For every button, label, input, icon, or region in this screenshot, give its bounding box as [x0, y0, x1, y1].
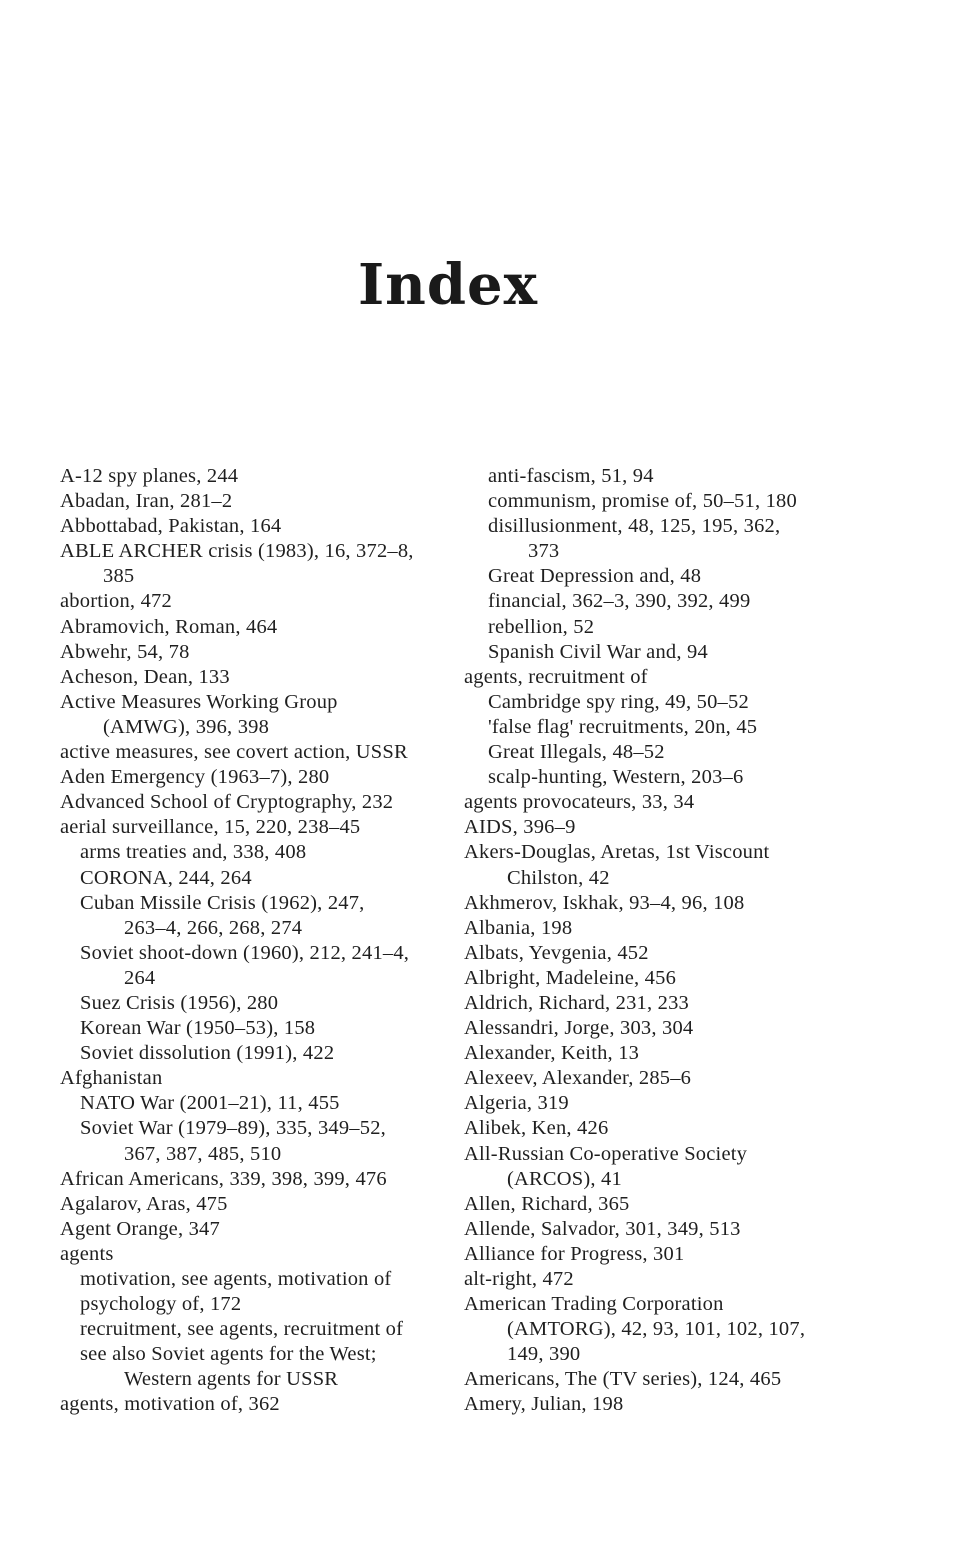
index-entry: Akers-Douglas, Aretas, 1st Viscount [464, 841, 770, 864]
index-entry: Albats, Yevgenia, 452 [464, 941, 649, 964]
index-entry-continuation: 149, 390 [507, 1343, 581, 1366]
index-entry-continuation: (ARCOS), 41 [507, 1167, 622, 1190]
index-subentry: psychology of, 172 [80, 1293, 242, 1316]
index-entry: All-Russian Co-operative Society [464, 1142, 748, 1165]
index-entry: Agalarov, Aras, 475 [60, 1192, 228, 1215]
index-entry: Americans, The (TV series), 124, 465 [464, 1368, 782, 1391]
index-entry: Alexander, Keith, 13 [464, 1042, 640, 1065]
index-entry: agents provocateurs, 33, 34 [464, 791, 695, 814]
index-subentry: arms treaties and, 338, 408 [80, 841, 307, 864]
index-entry: Alliance for Progress, 301 [464, 1242, 685, 1265]
index-entry: Active Measures Working Group [60, 690, 338, 713]
index-entry: Abwehr, 54, 78 [60, 640, 190, 663]
index-subentry: Cambridge spy ring, 49, 50–52 [488, 690, 749, 713]
index-entry: Albright, Madeleine, 456 [464, 966, 677, 989]
index-entry: abortion, 472 [60, 590, 172, 613]
index-subentry: anti-fascism, 51, 94 [488, 465, 654, 487]
index-subentry: NATO War (2001–21), 11, 455 [80, 1092, 340, 1115]
index-subentry: communism, promise of, 50–51, 180 [488, 490, 797, 513]
index-entry: Aden Emergency (1963–7), 280 [60, 766, 330, 789]
index-entry-continuation: 373 [528, 540, 560, 563]
index-subentry: Soviet dissolution (1991), 422 [80, 1042, 335, 1065]
index-entry-continuation: 367, 387, 485, 510 [124, 1142, 282, 1165]
index-entry: Abadan, Iran, 281–2 [60, 490, 233, 513]
index-column-left [60, 464, 465, 1418]
index-entry: Acheson, Dean, 133 [60, 665, 230, 688]
index-entry: Aldrich, Richard, 231, 233 [464, 991, 689, 1014]
index-entry: Alessandri, Jorge, 303, 304 [464, 1017, 694, 1040]
index-subentry: financial, 362–3, 390, 392, 499 [488, 590, 751, 613]
index-entry: aerial surveillance, 15, 220, 238–45 [60, 816, 361, 839]
index-entry-continuation: (AMWG), 396, 398 [103, 715, 270, 738]
index-entry-continuation: 263–4, 266, 268, 274 [124, 916, 303, 939]
index-entry-continuation: 264 [124, 966, 156, 989]
index-subentry: disillusionment, 48, 125, 195, 362, [488, 515, 781, 538]
index-entry-continuation: Chilston, 42 [507, 866, 610, 889]
index-entry: Amery, Julian, 198 [464, 1393, 624, 1416]
index-entry-continuation: Western agents for USSR [124, 1368, 339, 1391]
index-entry: Alexeev, Alexander, 285–6 [464, 1067, 692, 1090]
index-entry-continuation: (AMTORG), 42, 93, 101, 102, 107, [507, 1318, 806, 1341]
page-title: Index [357, 252, 539, 318]
index-subentry: Spanish Civil War and, 94 [488, 640, 708, 663]
index-entry: Abbottabad, Pakistan, 164 [60, 515, 282, 538]
index-entry: agents, motivation of, 362 [60, 1393, 280, 1416]
index-subentry: rebellion, 52 [488, 615, 595, 638]
index-entry: Abramovich, Roman, 464 [60, 615, 278, 638]
index-entry: AIDS, 396–9 [464, 816, 576, 839]
index-subentry: recruitment, see agents, recruitment of [80, 1318, 404, 1341]
index-entry: Albania, 198 [464, 916, 573, 939]
index-entry: ABLE ARCHER crisis (1983), 16, 372–8, [60, 540, 414, 563]
index-entry: alt-right, 472 [464, 1268, 574, 1290]
index-entry: Alibek, Ken, 426 [464, 1117, 609, 1140]
index-subentry: scalp-hunting, Western, 203–6 [488, 766, 744, 789]
index-subentry: Great Illegals, 48–52 [488, 741, 665, 764]
index-entry: American Trading Corporation [464, 1293, 724, 1316]
index-entry: agents, recruitment of [464, 665, 648, 688]
index-entry: Allen, Richard, 365 [464, 1192, 630, 1215]
index-entry: Allende, Salvador, 301, 349, 513 [464, 1217, 741, 1240]
index-subentry: Great Depression and, 48 [488, 565, 702, 588]
index-entry: active measures, see covert action, USSR [60, 741, 408, 764]
index-column-right [464, 464, 894, 1418]
index-subentry: CORONA, 244, 264 [80, 866, 252, 889]
index-entry: Afghanistan [60, 1067, 163, 1090]
index-subentry: see also Soviet agents for the West; [80, 1343, 377, 1366]
index-entry: agents [60, 1242, 114, 1265]
index-entry: Agent Orange, 347 [60, 1217, 220, 1240]
index-subentry: Soviet War (1979–89), 335, 349–52, [80, 1117, 386, 1140]
index-entry: Advanced School of Cryptography, 232 [60, 791, 394, 814]
index-entry-continuation: 385 [103, 565, 135, 588]
index-entry: Akhmerov, Iskhak, 93–4, 96, 108 [464, 891, 745, 914]
index-subentry: Suez Crisis (1956), 280 [80, 991, 279, 1014]
index-subentry: Soviet shoot-down (1960), 212, 241–4, [80, 941, 410, 964]
index-subentry: motivation, see agents, motivation of [80, 1268, 392, 1290]
index-entry: African Americans, 339, 398, 399, 476 [60, 1167, 387, 1190]
index-entry: A-12 spy planes, 244 [60, 465, 239, 487]
index-entry: Algeria, 319 [464, 1092, 569, 1115]
index-subentry: 'false flag' recruitments, 20n, 45 [488, 715, 758, 738]
index-subentry: Korean War (1950–53), 158 [80, 1017, 316, 1040]
index-subentry: Cuban Missile Crisis (1962), 247, [80, 891, 365, 914]
